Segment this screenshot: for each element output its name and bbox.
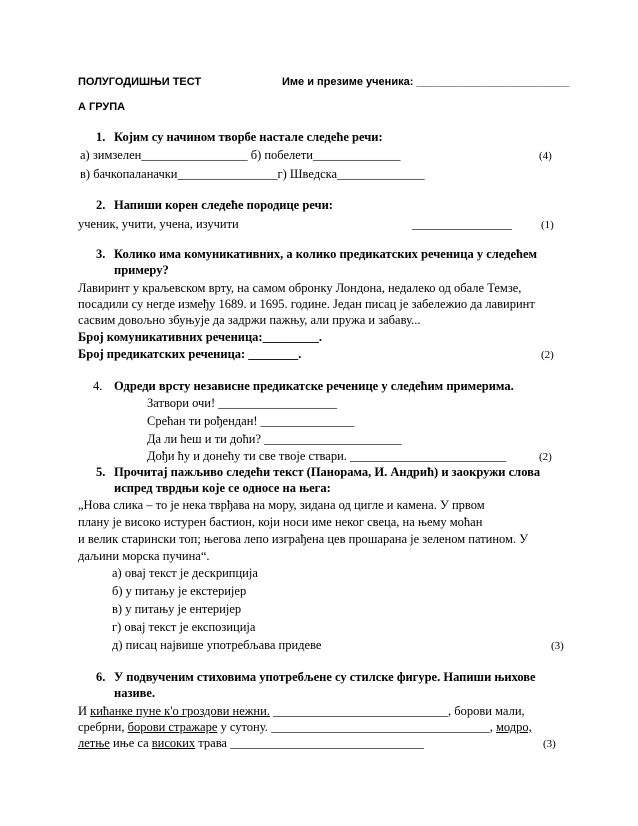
q6-verse-line1 <box>78 704 525 719</box>
group-label: А ГРУПА <box>78 101 126 113</box>
q3-number: 3. <box>96 247 106 261</box>
q2-points: (1) <box>541 219 554 231</box>
answer-blank[interactable]: ___________________________________, <box>267 720 493 734</box>
q4-number: 4. <box>93 379 103 393</box>
underlined-verse: кићанке пуне к'о гроздови нежни. <box>90 704 270 718</box>
q2-words: ученик, учити, учена, изучити <box>78 217 239 231</box>
q5-passage-line1: „Нова слика – то је нека тврђава на мору, зидана од цигле и камена. У првом <box>78 498 485 512</box>
q5-option[interactable]: б) у питању је екстеријер <box>112 584 247 598</box>
q3-passage-line1: Лавиринт у краљевском врту, на самом обронку Лондона, недалеко од обале Темзе, <box>78 281 522 295</box>
q3-points: (2) <box>541 349 554 361</box>
q5-passage-line3: и велик старински топ; његова лепо изграђена цев прошарана је зеленом патином. У <box>78 532 529 546</box>
answer-blank[interactable]: ____________________________, <box>269 704 452 718</box>
q3-communicative-count[interactable]: Број комуникативних реченица:_________. <box>78 330 322 344</box>
q5-points: (3) <box>551 640 564 652</box>
q5-option[interactable]: в) у питању је ентеријер <box>112 602 242 616</box>
q5-passage-line4: даљини морска пучина“. <box>78 549 210 563</box>
q1-line1[interactable]: а) зимзелен_________________ б) побелети______________ <box>80 148 401 162</box>
verse-text: сребрни, <box>78 720 128 734</box>
q4-item[interactable]: Срећан ти рођендан! _______________ <box>147 414 355 428</box>
q4-item[interactable]: Дођи ћу и донећу ти све твоје ствари. _________________________ <box>147 449 507 463</box>
verse-text: борови мали, <box>451 704 525 718</box>
q5-text-line1: Прочитај пажљиво следећи текст (Панорама, И. Андрић) и заокружи слова <box>114 465 541 479</box>
q5-text-line2: испред тврдњи које се односе на њега: <box>114 481 331 495</box>
student-name-field[interactable]: Име и презиме ученика: _________________________ <box>282 76 570 88</box>
q5-passage-line2: плану је високо истурен бастион, који носи име неког свеца, на њему моћан <box>78 515 483 529</box>
q4-item[interactable]: Затвори очи! ___________________ <box>147 396 338 410</box>
q6-text-line2: називе. <box>114 686 156 700</box>
verse-text: иње са <box>109 736 152 750</box>
q2-blank[interactable]: ________________ <box>412 217 512 231</box>
q3-passage-line2: посадили су негде између 1689. и 1695. године. Један писац је забележио да лавиринт <box>78 297 535 311</box>
q3-text-line2: примеру? <box>114 263 169 277</box>
q6-verse-line3 <box>78 736 424 751</box>
q3-text-line1: Колико има комуникативних, а колико предикатских реченица у следећем <box>114 247 538 261</box>
q4-points: (2) <box>539 451 552 463</box>
q1-line2[interactable]: в) бачкопаланачки________________г) Шведска______________ <box>80 167 425 181</box>
q2-number: 2. <box>96 198 106 212</box>
underlined-verse: летње <box>78 736 110 750</box>
q1-number: 1. <box>96 130 106 144</box>
q5-option[interactable]: д) писац највише употребљава придеве <box>112 638 322 652</box>
verse-text: у сутону. <box>217 720 268 734</box>
q3-passage-line3: сасвим довољно збуњује да задржи пажњу, али пружа и забаву... <box>78 313 421 327</box>
q1-text: Којим су начином творбе настале следеће речи: <box>114 130 383 144</box>
verse-text: И <box>78 704 91 718</box>
q6-number: 6. <box>96 670 106 684</box>
q5-option[interactable]: а) овај текст је дескрипција <box>112 566 258 580</box>
verse-text: трава <box>195 736 227 750</box>
q6-verse-line2 <box>78 720 532 735</box>
q1-points: (4) <box>539 150 552 162</box>
q2-text: Напиши корен следеће породице речи: <box>114 198 333 212</box>
q6-points: (3) <box>543 738 556 750</box>
q4-item[interactable]: Да ли ћеш и ти доћи? ______________________ <box>147 432 402 446</box>
q6-text-line1: У подвученим стиховима употребљене су стилске фигуре. Напиши њихове <box>114 670 536 684</box>
underlined-verse: високих <box>151 736 196 750</box>
test-title: ПОЛУГОДИШЊИ ТЕСТ <box>78 76 202 88</box>
q5-option[interactable]: г) овај текст је експозиција <box>112 620 256 634</box>
underlined-verse: борови стражаре <box>127 720 218 734</box>
q4-text: Одреди врсту независне предикатске реченице у следећим примерима. <box>114 379 514 393</box>
underlined-verse: модро, <box>496 720 532 734</box>
q5-number: 5. <box>96 465 106 479</box>
q3-predicative-count[interactable]: Број предикатских реченица: ________. <box>78 347 302 361</box>
answer-blank[interactable]: _______________________________ <box>226 736 424 750</box>
